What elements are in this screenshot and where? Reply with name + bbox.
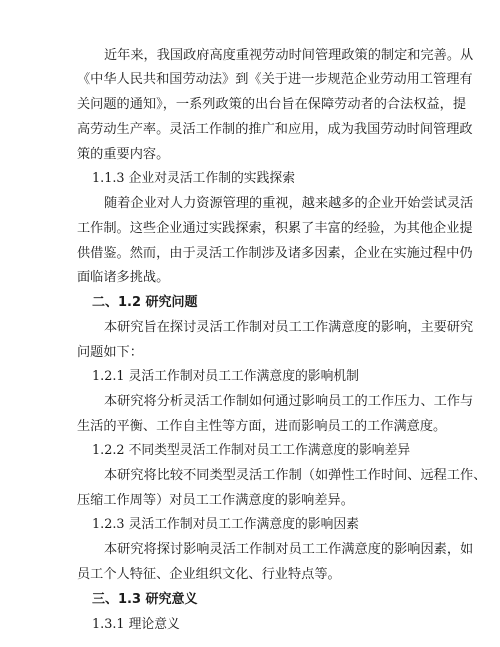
paragraph-line: 近年来，我国政府高度重视劳动时间管理政策的制定和完善。从 (104, 48, 474, 63)
paragraph-line: 供借鉴。然而，由于灵活工作制涉及诸多因素，企业在实施过程中仍 (77, 246, 473, 261)
paragraph-line: 本研究将比较不同类型灵活工作制（如弹性工作时间、远程工作、 (104, 468, 487, 483)
paragraph-line: 问题如下： (77, 345, 143, 360)
subsection-title: 1.2.1 灵活工作制对员工工作满意度的影响机制 (92, 369, 359, 384)
paragraph-line: 本研究旨在探讨灵活工作制对员工工作满意度的影响，主要研究 (104, 320, 474, 335)
paragraph-line: 员工个人特征、企业组织文化、行业特点等。 (77, 567, 341, 582)
paragraph-line: 随着企业对人力资源管理的重视，越来越多的企业开始尝试灵活 (104, 196, 474, 211)
subsection-title: 1.3.1 理论意义 (92, 617, 180, 632)
paragraph-line: 高劳动生产率。灵活工作制的推广和应用，成为我国劳动时间管理政 (77, 122, 473, 137)
paragraph-line: 工作制。这些企业通过实践探索，积累了丰富的经验，为其他企业提 (77, 221, 473, 236)
section-title: 二、1.2 研究问题 (92, 295, 198, 310)
paragraph-line: 策的重要内容。 (77, 147, 170, 162)
paragraph-line: 《中华人民共和国劳动法》到《关于进一步规范企业劳动用工管理有 (77, 72, 473, 87)
section-title: 三、1.3 研究意义 (92, 592, 198, 607)
subsection-title: 1.2.2 不同类型灵活工作制对员工工作满意度的影响差异 (92, 443, 411, 458)
subsection-title: 1.2.3 灵活工作制对员工工作满意度的影响因素 (92, 517, 359, 532)
paragraph-line: 本研究将分析灵活工作制如何通过影响员工的工作压力、工作与 (104, 394, 474, 409)
paragraph-line: 面临诸多挑战。 (77, 270, 170, 285)
paragraph-line: 本研究将探讨影响灵活工作制对员工工作满意度的影响因素，如 (104, 542, 474, 557)
paragraph-line: 生活的平衡、工作自主性等方面，进而影响员工的工作满意度。 (77, 419, 447, 434)
paragraph-line: 关问题的通知》，一系列政策的出台旨在保障劳动者的合法权益，提 (77, 97, 467, 112)
paragraph-line: 压缩工作周等）对员工工作满意度的影响差异。 (77, 493, 354, 508)
subsection-title: 1.1.3 企业对灵活工作制的实践探索 (92, 171, 295, 186)
